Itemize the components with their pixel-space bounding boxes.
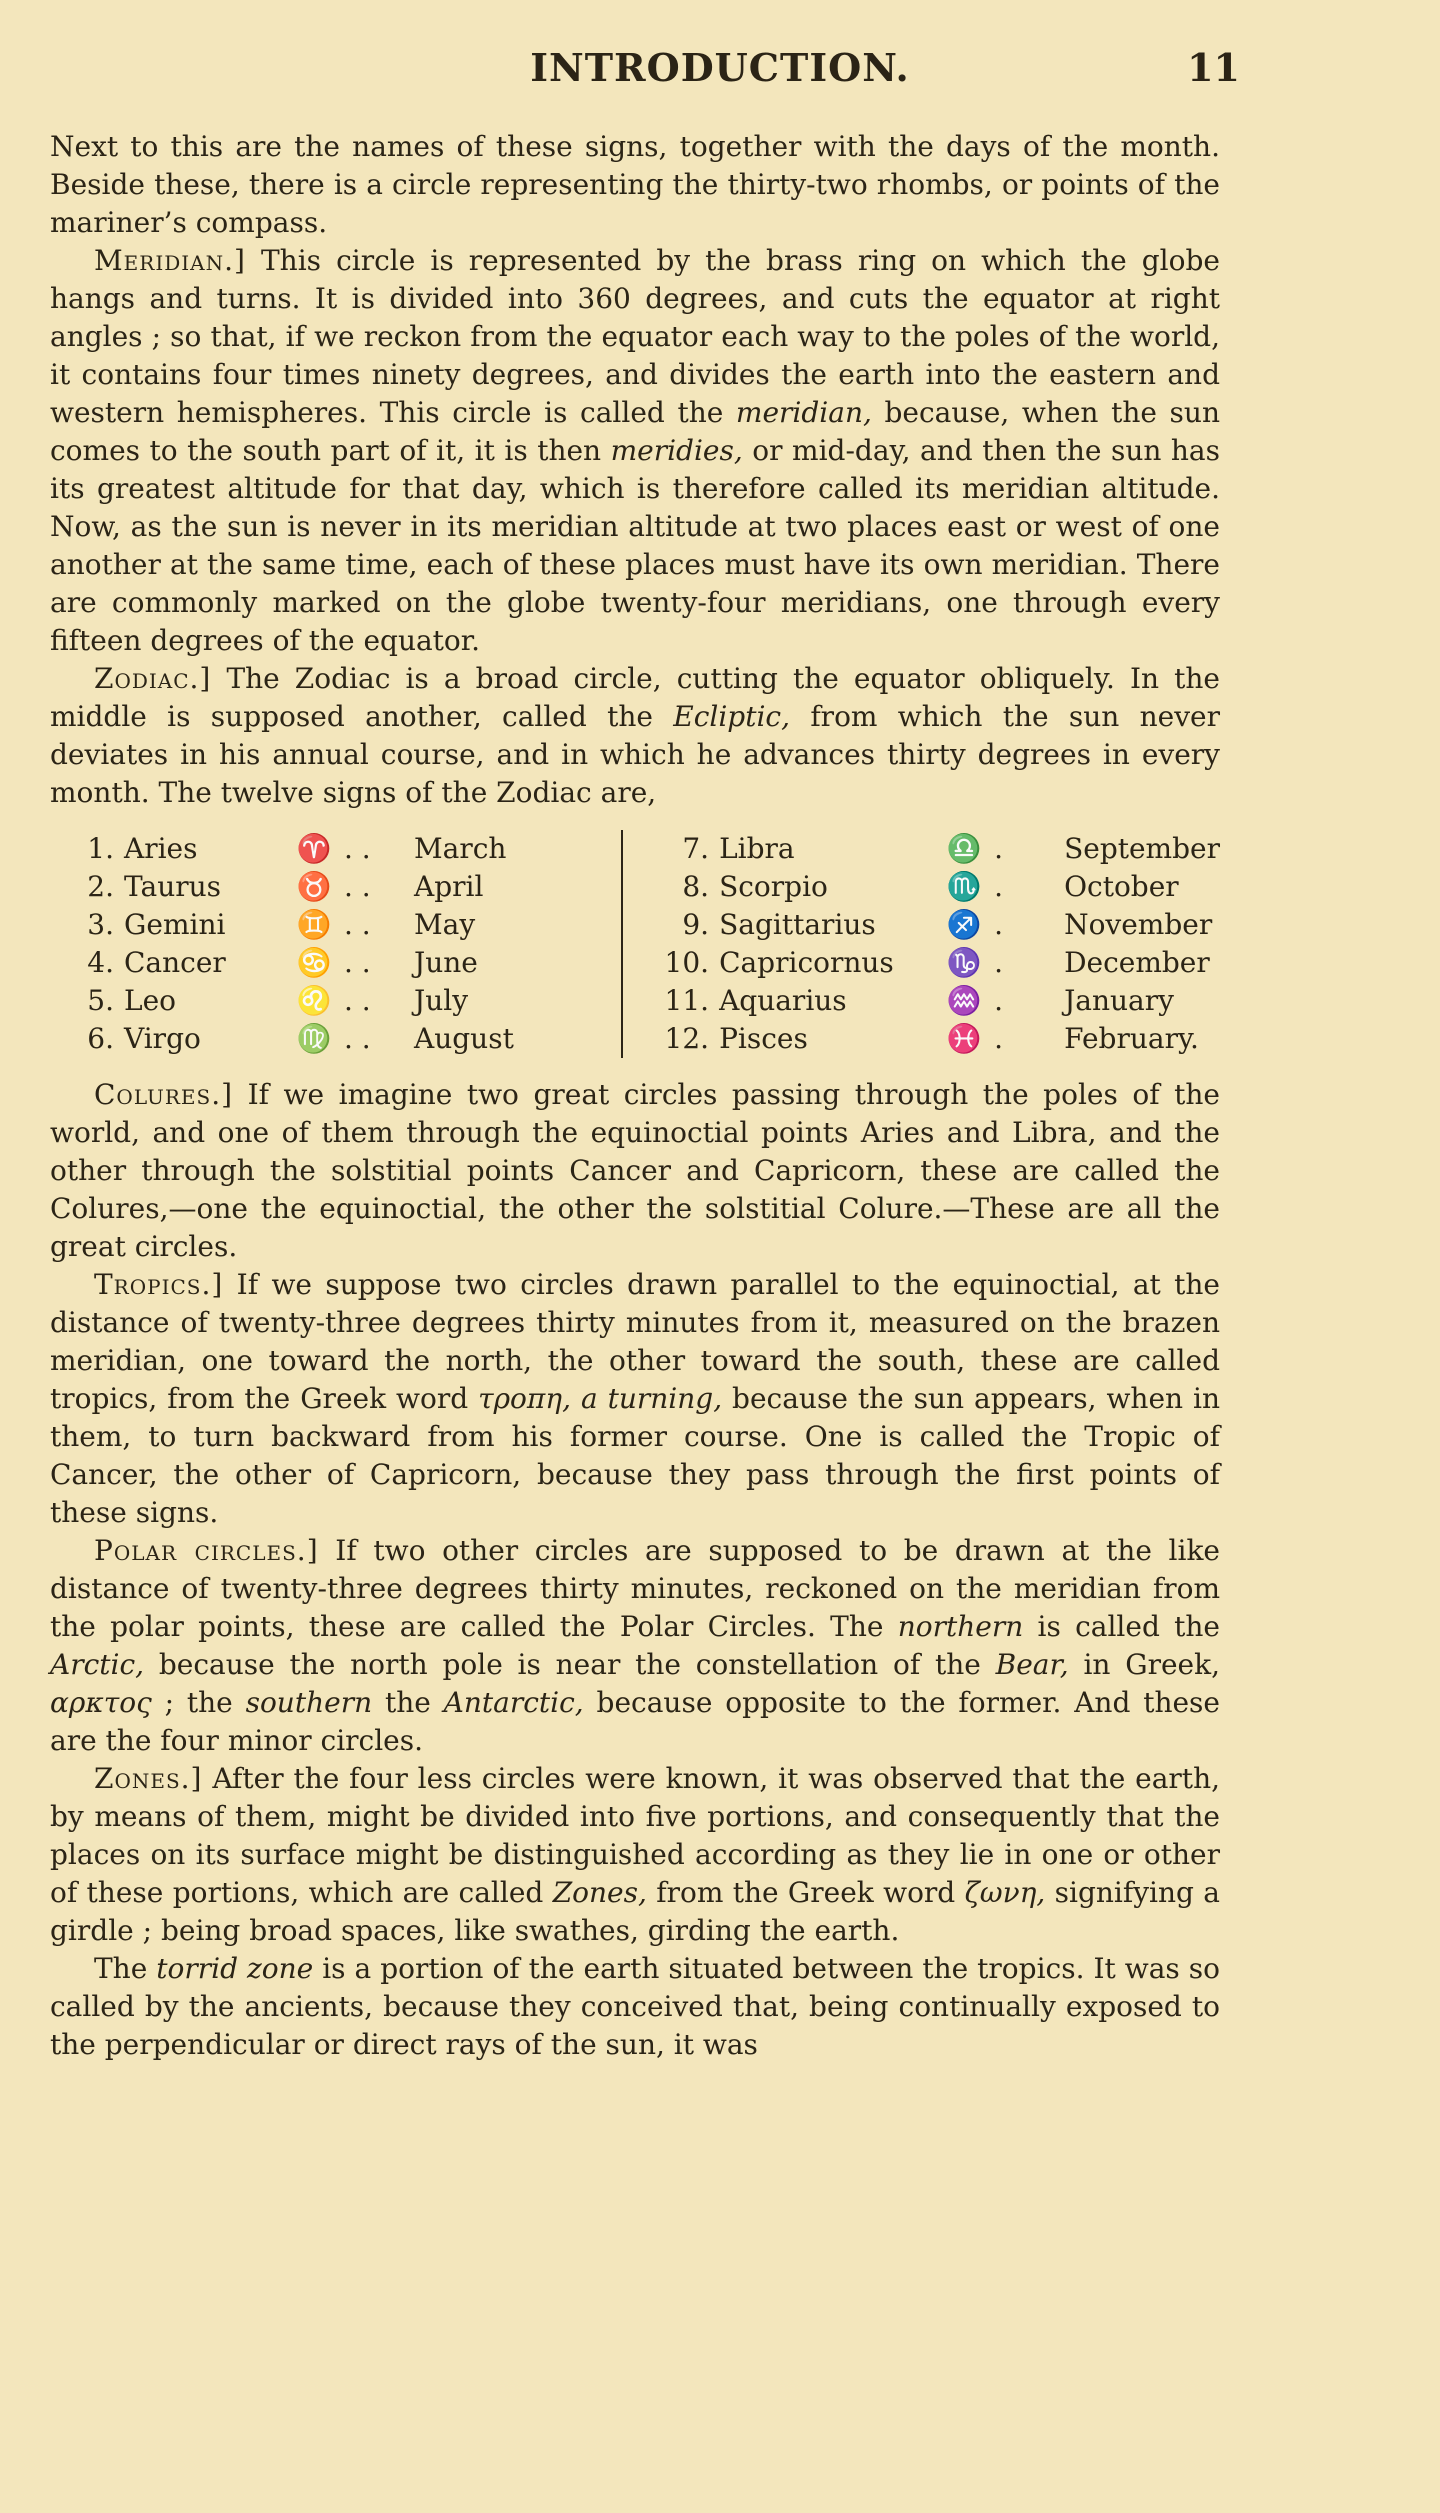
text-run: from which the sun never deviates in his annual course, and in which he advances thirty degrees in every month. The twelve signs of the Zodiac are, xyxy=(50,700,1221,809)
zodiac-row xyxy=(62,830,621,868)
sign-month: August xyxy=(414,1022,514,1055)
sign-number: 2. xyxy=(87,870,114,903)
zodiac-column-left xyxy=(50,830,623,1058)
running-title: INTRODUCTION. xyxy=(530,45,910,90)
text-run: This circle is represented by the brass ring on which the globe hangs and turns. It is divided into 360 degrees, and cuts the equator at right angles ; so that, if we reckon from the equator each way to the poles of the world, it contains four times ninety degrees, and divides the earth into the eastern and western hemispheres. This circle is called the xyxy=(50,244,1220,429)
sign-symbol: ♓ xyxy=(946,1022,982,1055)
leader-dots: . xyxy=(994,832,1003,865)
sign-symbol: ♏ xyxy=(946,870,982,903)
paragraph xyxy=(50,660,1220,812)
sign-name: Leo xyxy=(124,984,177,1017)
text-run: from the Greek word xyxy=(646,1876,965,1909)
text-run xyxy=(571,1382,581,1415)
zodiac-row xyxy=(62,982,621,1020)
sign-name: Cancer xyxy=(124,946,226,979)
paragraph xyxy=(50,1266,1220,1532)
zodiac-row xyxy=(62,944,621,982)
italic-text: meridian, xyxy=(735,396,872,429)
paragraphs-after-table xyxy=(50,1076,1220,2064)
sign-name: Capricornus xyxy=(719,946,894,979)
leader-dots: . . xyxy=(344,1022,371,1055)
sign-symbol: ♌ xyxy=(296,984,332,1017)
leader-dots: . . xyxy=(344,870,371,903)
leader-dots: . . xyxy=(344,908,371,941)
sign-number: 1. xyxy=(87,832,114,865)
sign-month: September xyxy=(1064,832,1220,865)
sign-symbol: ♍ xyxy=(296,1022,332,1055)
sign-number: 5. xyxy=(87,984,114,1017)
italic-text: Bear, xyxy=(995,1648,1069,1681)
text-run: If two other circles are supposed to be drawn at the like distance of twenty-three degrees thirty minutes, reckoned on the meridian from the polar points, these are called the Polar Circles. The xyxy=(50,1534,1220,1643)
leader-dots: . . xyxy=(344,984,371,1017)
text-run: or mid-day, and then the sun has its greatest altitude for that day, which is therefore called its meridian altitude. Now, as the sun is never in its meridian altitude at two places east or west of one another at the same time, each of these places must have its own meridian. There are commonly marked on the globe twenty-four meridians, one through every fifteen degrees of the equator. xyxy=(50,434,1220,657)
sign-month: November xyxy=(1064,908,1213,941)
italic-text: τροπη, xyxy=(478,1382,571,1415)
section-lead: Meridian.] xyxy=(94,244,246,277)
paragraphs-before-table xyxy=(50,128,1220,812)
sign-month: February. xyxy=(1064,1022,1199,1055)
leader-dots: . xyxy=(994,908,1003,941)
sign-number: 12. xyxy=(664,1022,710,1055)
sign-symbol: ♎ xyxy=(946,832,982,865)
page-header xyxy=(0,45,1440,105)
section-lead: Polar circles.] xyxy=(94,1534,319,1567)
sign-name: Libra xyxy=(719,832,795,865)
sign-name: Pisces xyxy=(719,1022,808,1055)
zodiac-row xyxy=(657,906,1220,944)
sign-name: Aquarius xyxy=(719,984,847,1017)
sign-number: 6. xyxy=(87,1022,114,1055)
text-run: is a portion of the earth situated between the tropics. It was so called by the ancients, because they conceived that, being continually exposed to the perpendicular or direct rays of the sun, it was xyxy=(50,1952,1220,2061)
sign-month: October xyxy=(1064,870,1179,903)
sign-name: Virgo xyxy=(124,1022,201,1055)
sign-number: 8. xyxy=(682,870,710,903)
text-run: because, when the sun comes to the south part of it, it is then xyxy=(50,396,1220,467)
section-lead: Colures.] xyxy=(94,1078,234,1111)
text-run: If we imagine two great circles passing through the poles of the world, and one of them through the equinoctial points Aries and Libra, and the other through the solstitial points Cancer and Capricorn, these are called the Colures,—one the equinoctial, the other the solstitial Colure.—These are all the great circles. xyxy=(50,1078,1220,1263)
leader-dots: . . xyxy=(344,832,371,865)
zodiac-row xyxy=(62,906,621,944)
italic-text: northern xyxy=(897,1610,1024,1643)
sign-name: Gemini xyxy=(124,908,226,941)
zodiac-row xyxy=(657,1020,1220,1058)
paragraph xyxy=(50,1532,1220,1760)
zodiac-row xyxy=(657,944,1220,982)
paragraph xyxy=(50,1076,1220,1266)
sign-month: June xyxy=(414,946,478,979)
sign-month: January xyxy=(1064,984,1174,1017)
italic-text: Arctic, xyxy=(50,1648,145,1681)
sign-number: 7. xyxy=(682,832,710,865)
sign-month: March xyxy=(414,832,507,865)
sign-month: July xyxy=(414,984,469,1017)
text-run: If we suppose two circles drawn parallel to the equinoctial, at the distance of twenty-three degrees thirty minutes from it, measured on the brazen meridian, one toward the north, the other toward the south, these are called tropics, from the Greek word xyxy=(50,1268,1220,1415)
paragraph xyxy=(50,242,1220,660)
text-run: The xyxy=(94,1952,157,1985)
italic-text: αρκτος xyxy=(50,1686,152,1719)
text-run: because the north pole is near the constellation of the xyxy=(144,1648,996,1681)
text-run: signifying a girdle ; being broad spaces, like swathes, girding the earth. xyxy=(50,1876,1220,1947)
sign-symbol: ♋ xyxy=(296,946,332,979)
text-run: the xyxy=(372,1686,444,1719)
sign-symbol: ♉ xyxy=(296,870,332,903)
sign-number: 10. xyxy=(664,946,710,979)
text-run: in Greek, xyxy=(1068,1648,1220,1681)
body-text xyxy=(50,128,1220,2064)
sign-name: Aries xyxy=(124,832,198,865)
section-lead: Zodiac.] xyxy=(94,662,212,695)
zodiac-row xyxy=(62,1020,621,1058)
leader-dots: . xyxy=(994,870,1003,903)
zodiac-row xyxy=(657,982,1220,1020)
text-run: is called the xyxy=(1023,1610,1220,1643)
sign-number: 3. xyxy=(87,908,114,941)
italic-text: Antarctic, xyxy=(443,1686,584,1719)
sign-number: 4. xyxy=(87,946,114,979)
zodiac-column-right xyxy=(623,830,1220,1058)
text-run: because opposite to the former. And these are the four minor circles. xyxy=(50,1686,1220,1757)
italic-text: ζωνη, xyxy=(964,1876,1046,1909)
zodiac-row xyxy=(62,868,621,906)
sign-name: Scorpio xyxy=(719,870,828,903)
zodiac-row xyxy=(657,868,1220,906)
text-run: Next to this are the names of these signs, together with the days of the month. Beside these, there is a circle representing the thirty-two rhombs, or points of the mariner’s compass. xyxy=(50,130,1220,239)
sign-month: May xyxy=(414,908,476,941)
italic-text: meridies, xyxy=(610,434,743,467)
leader-dots: . xyxy=(994,1022,1003,1055)
paragraph xyxy=(50,1950,1220,2064)
sign-name: Sagittarius xyxy=(719,908,876,941)
italic-text: Ecliptic, xyxy=(673,700,791,733)
sign-number: 11. xyxy=(664,984,710,1017)
sign-number: 9. xyxy=(682,908,710,941)
sign-month: December xyxy=(1064,946,1210,979)
leader-dots: . . xyxy=(344,946,371,979)
sign-symbol: ♊ xyxy=(296,908,332,941)
italic-text: Zones, xyxy=(552,1876,647,1909)
italic-text: a turning, xyxy=(580,1382,723,1415)
paragraph xyxy=(50,1760,1220,1950)
paragraph xyxy=(50,128,1220,242)
zodiac-table xyxy=(50,830,1220,1058)
sign-symbol: ♈ xyxy=(296,832,332,865)
italic-text: torrid zone xyxy=(156,1952,314,1985)
italic-text: southern xyxy=(245,1686,373,1719)
text-run: because the sun appears, when in them, to turn backward from his former course. One is called the Tropic of Cancer, the other of Capricorn, because they pass through the first points of these signs. xyxy=(50,1382,1220,1529)
sign-symbol: ♐ xyxy=(946,908,982,941)
text-run: The Zodiac is a broad circle, cutting the equator obliquely. In the middle is supposed another, called the xyxy=(50,662,1220,733)
section-lead: Tropics.] xyxy=(94,1268,224,1301)
sign-symbol: ♑ xyxy=(946,946,982,979)
sign-month: April xyxy=(414,870,484,903)
text-run: After the four less circles were known, it was observed that the earth, by means of them, might be divided into five portions, and consequently that the places on its surface might be distinguished according as they lie in one or other of these portions, which are called xyxy=(50,1762,1220,1909)
sign-name: Taurus xyxy=(124,870,222,903)
leader-dots: . xyxy=(994,946,1003,979)
text-run: ; the xyxy=(151,1686,246,1719)
leader-dots: . xyxy=(994,984,1003,1017)
section-lead: Zones.] xyxy=(94,1762,203,1795)
page-number: 11 xyxy=(1187,45,1240,90)
sign-symbol: ♒ xyxy=(946,984,982,1017)
zodiac-row xyxy=(657,830,1220,868)
